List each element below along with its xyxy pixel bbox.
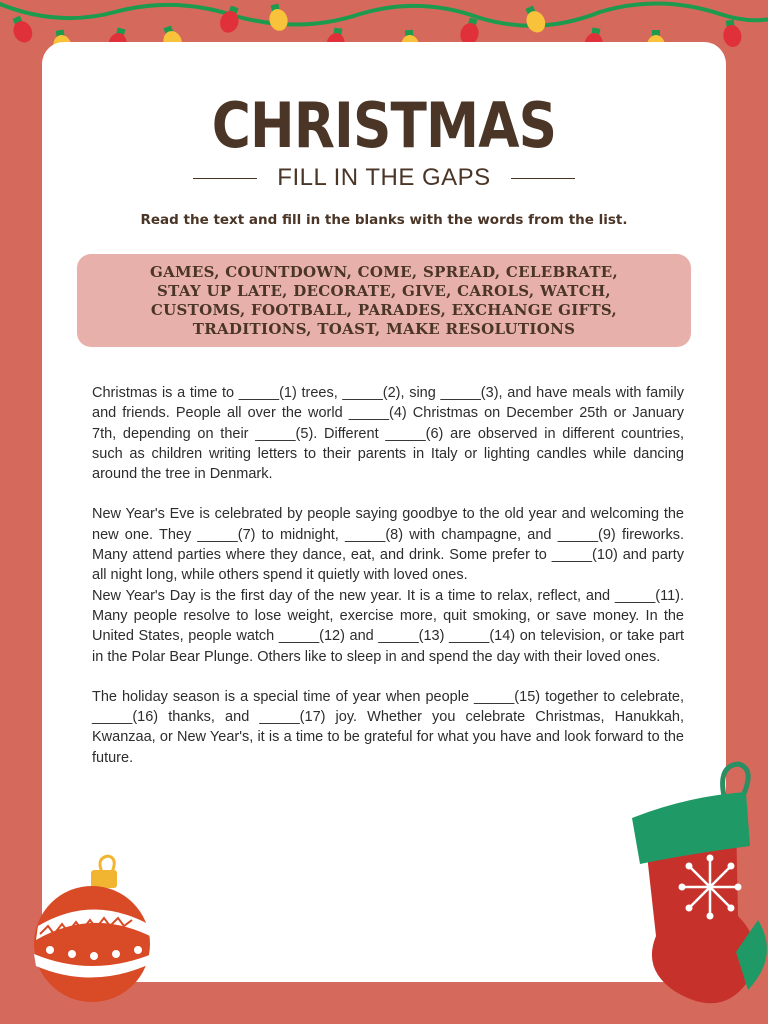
divider-right xyxy=(511,178,575,179)
paragraph-holiday-season: The holiday season is a special time of year when people _____(15) together to celebrate, _____(16) thanks, and _____(17) joy. Whether you celebrate Christmas, Hanukkah, Kwanzaa, or New Year's, it is a time to be grateful for what you have and look forward to the future. xyxy=(92,688,684,766)
word-bank xyxy=(77,254,691,347)
word-bank-line: CUSTOMS, FOOTBALL, PARADES, EXCHANGE GIFTS, xyxy=(150,300,618,319)
subtitle-row xyxy=(0,160,768,196)
light-bulb xyxy=(266,2,290,33)
christmas-stocking-icon xyxy=(628,756,768,1016)
light-bulb xyxy=(8,14,36,46)
instructions: Read the text and fill in the blanks with the words from the list. xyxy=(140,212,628,228)
light-bulb xyxy=(521,4,549,36)
word-bank-line: GAMES, COUNTDOWN, COME, SPREAD, CELEBRATE, xyxy=(149,262,619,281)
paragraph-christmas: Christmas is a time to _____(1) trees, _____(2), sing _____(3), and have meals with family and friends. People all over the world _____(4) Christmas on December 25th or January 7th, depending on their _____(5). Different _____(6) are observed in different countries, such as children writing letters to their parents in Italy or lighting candles while dancing around the tree in Denmark. xyxy=(92,385,684,483)
ornament-bauble-icon xyxy=(28,854,158,1004)
story-text xyxy=(92,383,684,768)
light-bulb xyxy=(721,19,743,49)
page-subtitle: FILL IN THE GAPS xyxy=(277,164,491,191)
divider-left xyxy=(193,178,257,179)
light-bulb xyxy=(217,4,243,36)
page-title: CHRISTMAS xyxy=(211,89,557,162)
paragraph-new-years-eve: New Year's Eve is celebrated by people saying goodbye to the old year and welcoming the new one. They _____(7) to midnight, _____(8) with champagne, and _____(9) fireworks. Many attend parties where they dance, eat, and drink. Some prefer to _____(10) and party all night long, while others spend it quietly with loved ones. xyxy=(92,506,684,584)
word-bank-line: TRADITIONS, TOAST, MAKE RESOLUTIONS xyxy=(192,319,576,338)
word-bank-line: STAY UP LATE, DECORATE, GIVE, CAROLS, WATCH, xyxy=(157,281,611,300)
paragraph-new-years-day: New Year's Day is the first day of the new year. It is a time to relax, reflect, and _____(11). Many people resolve to lose weight, exercise more, quit smoking, or save money. In the United States, people watch _____(12) and _____(13) _____(14) on television, or take part in the Polar Bear Plunge. Others like to sleep in and spend the day with their loved ones. xyxy=(92,587,684,665)
